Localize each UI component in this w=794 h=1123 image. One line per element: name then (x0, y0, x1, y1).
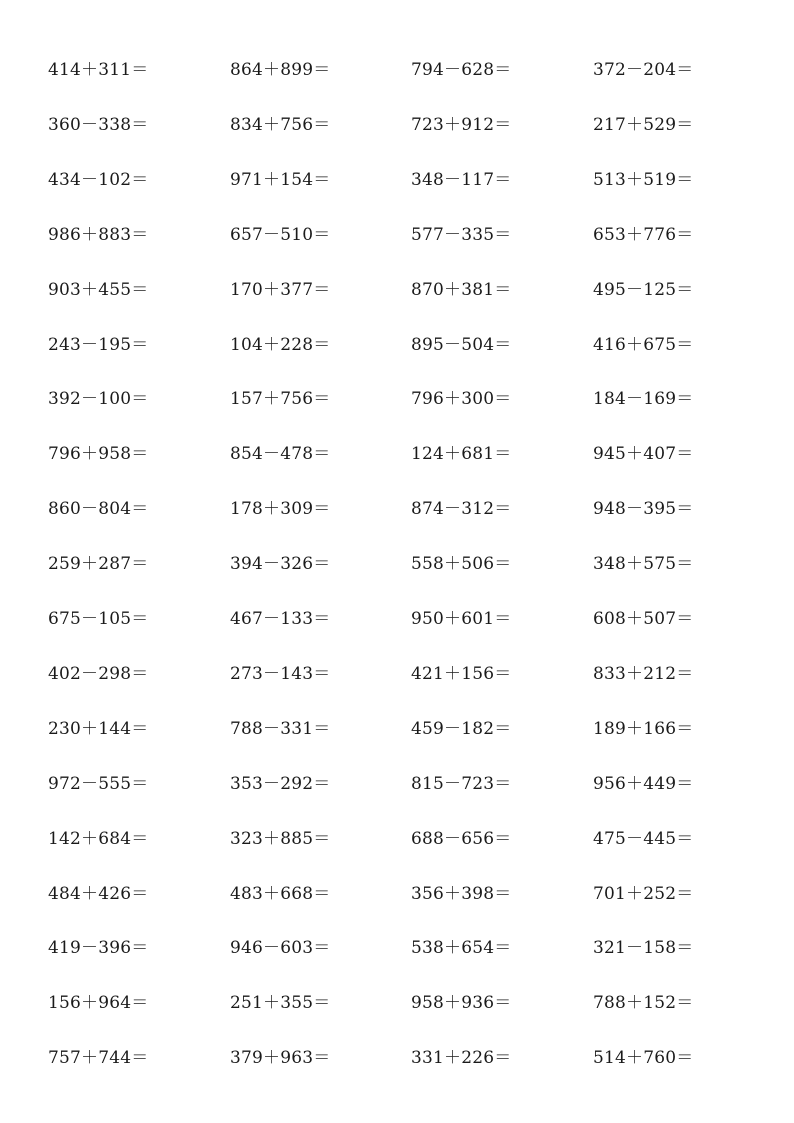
arithmetic-problem: 392－100＝ (48, 389, 149, 410)
arithmetic-problem: 414＋311＝ (48, 60, 149, 80)
arithmetic-problem: 178＋309＝ (230, 499, 331, 520)
arithmetic-problem: 459－182＝ (411, 718, 512, 739)
arithmetic-problem: 723＋912＝ (411, 114, 512, 135)
arithmetic-problem: 895－504＝ (411, 334, 512, 355)
arithmetic-problem: 815－723＝ (411, 773, 512, 794)
arithmetic-problem: 331＋226＝ (411, 1048, 512, 1069)
arithmetic-problem: 874－312＝ (411, 499, 512, 520)
arithmetic-problem: 514＋760＝ (593, 1048, 694, 1069)
arithmetic-problem: 142＋684＝ (48, 828, 149, 849)
arithmetic-problem: 416＋675＝ (593, 334, 694, 355)
arithmetic-problem: 854－478＝ (230, 444, 331, 465)
arithmetic-problem: 230＋144＝ (48, 718, 149, 739)
arithmetic-problem: 217＋529＝ (593, 114, 694, 135)
arithmetic-problem: 864＋899＝ (230, 60, 331, 80)
arithmetic-problem: 251＋355＝ (230, 993, 331, 1014)
arithmetic-problem: 360－338＝ (48, 114, 149, 135)
arithmetic-problem: 796＋300＝ (411, 389, 512, 410)
arithmetic-problem: 577－335＝ (411, 224, 512, 245)
arithmetic-problem: 156＋964＝ (48, 993, 149, 1014)
arithmetic-problem: 794－628＝ (411, 60, 512, 80)
arithmetic-problem: 243－195＝ (48, 334, 149, 355)
arithmetic-problem: 104＋228＝ (230, 334, 331, 355)
arithmetic-problem: 402－298＝ (48, 663, 149, 684)
arithmetic-problem: 467－133＝ (230, 609, 331, 629)
arithmetic-problem: 421＋156＝ (411, 663, 512, 684)
arithmetic-problem: 945＋407＝ (593, 444, 694, 465)
arithmetic-problem: 273－143＝ (230, 663, 331, 684)
arithmetic-problem: 860－804＝ (48, 499, 149, 520)
arithmetic-problem: 950＋601＝ (411, 609, 512, 629)
arithmetic-problem: 986＋883＝ (48, 224, 149, 245)
arithmetic-problem: 946－603＝ (230, 938, 331, 959)
arithmetic-problem: 348＋575＝ (593, 554, 694, 575)
arithmetic-problem: 834＋756＝ (230, 114, 331, 135)
arithmetic-problem: 757＋744＝ (48, 1048, 149, 1069)
arithmetic-problem: 653＋776＝ (593, 224, 694, 245)
arithmetic-problem: 483＋668＝ (230, 883, 331, 904)
arithmetic-problem: 419－396＝ (48, 938, 149, 959)
arithmetic-problem: 608＋507＝ (593, 609, 694, 629)
arithmetic-problem: 170＋377＝ (230, 279, 331, 300)
arithmetic-problem: 948－395＝ (593, 499, 694, 520)
arithmetic-problem: 394－326＝ (230, 554, 331, 575)
arithmetic-problem: 495－125＝ (593, 279, 694, 300)
arithmetic-problem: 870＋381＝ (411, 279, 512, 300)
arithmetic-problem: 321－158＝ (593, 938, 694, 959)
arithmetic-problem: 788＋152＝ (593, 993, 694, 1014)
arithmetic-problem: 157＋756＝ (230, 389, 331, 410)
arithmetic-problem: 657－510＝ (230, 224, 331, 245)
arithmetic-problem: 348－117＝ (411, 169, 512, 190)
arithmetic-problem: 796＋958＝ (48, 444, 149, 465)
arithmetic-problem: 189＋166＝ (593, 718, 694, 739)
arithmetic-problem: 372－204＝ (593, 60, 694, 80)
arithmetic-problem: 701＋252＝ (593, 883, 694, 904)
arithmetic-problem: 353－292＝ (230, 773, 331, 794)
arithmetic-problem: 788－331＝ (230, 718, 331, 739)
arithmetic-problem: 558＋506＝ (411, 554, 512, 575)
arithmetic-problem: 323＋885＝ (230, 828, 331, 849)
arithmetic-problem: 513＋519＝ (593, 169, 694, 190)
arithmetic-problem: 259＋287＝ (48, 554, 149, 575)
arithmetic-problem: 484＋426＝ (48, 883, 149, 904)
arithmetic-problem: 958＋936＝ (411, 993, 512, 1014)
arithmetic-problem: 184－169＝ (593, 389, 694, 410)
arithmetic-problem: 903＋455＝ (48, 279, 149, 300)
arithmetic-problem: 833＋212＝ (593, 663, 694, 684)
arithmetic-problem: 688－656＝ (411, 828, 512, 849)
arithmetic-problem: 124＋681＝ (411, 444, 512, 465)
arithmetic-problem: 972－555＝ (48, 773, 149, 794)
arithmetic-problem: 971＋154＝ (230, 169, 331, 190)
arithmetic-problem: 379＋963＝ (230, 1048, 331, 1069)
arithmetic-problem: 475－445＝ (593, 828, 694, 849)
arithmetic-problem: 434－102＝ (48, 169, 149, 190)
arithmetic-problem: 675－105＝ (48, 609, 149, 629)
arithmetic-problem: 356＋398＝ (411, 883, 512, 904)
arithmetic-problem: 956＋449＝ (593, 773, 694, 794)
arithmetic-problem: 538＋654＝ (411, 938, 512, 959)
